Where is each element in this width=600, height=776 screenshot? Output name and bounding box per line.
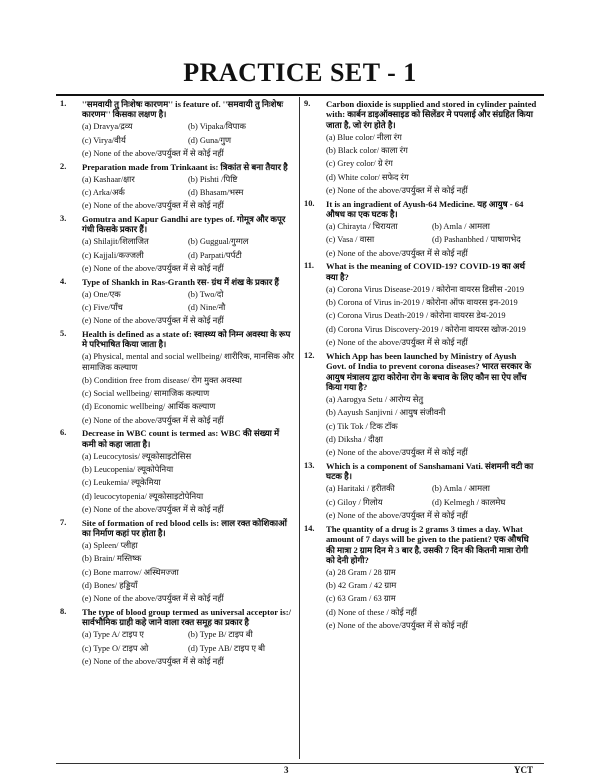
question-number: 13. [304,460,315,470]
answer-option: (d) Guna/गुण [188,135,232,145]
answer-option: (c) Tik Tok / टिक टॉक [326,421,398,431]
question-number: 6. [60,428,67,438]
question-number: 2. [60,161,67,171]
answer-option: (b) 42 Gram / 42 ग्राम [326,581,397,591]
options-row [326,234,538,247]
answer-option: (b) Leucopenia/ ल्यूकोपेनिया [82,465,174,475]
answer-option: (b) Amla / आमला [432,484,490,494]
question-item [304,524,538,633]
options-row [326,496,538,509]
question-item [304,261,538,349]
answer-option: (c) Kajjali/कज्जली [82,250,144,260]
question-item [304,199,538,261]
answer-option: (d) Type AB/ टाइप ए बी [188,643,266,653]
answer-option: (a) Blue color/ नीला रंग [326,132,402,142]
answer-option: (a) Corona Virus Disease-2019 / कोरोना वायरस डिसीस -2019 [326,284,525,294]
options-row [82,173,294,186]
question-number: 9. [304,99,311,108]
answer-option: (e) None of the above/उपर्युक्त में से कोई नहीं [82,415,224,425]
question-text: It is an ingradient of Ayush-64 Medicine. यह आयुष - 64 औषध का एक घटक है। [326,198,524,220]
page-title: PRACTICE SET - 1 [183,58,417,87]
question-item [60,99,294,161]
options-list [326,394,538,460]
options-list [82,173,294,213]
question-number: 4. [60,276,67,286]
answer-option: (b) Type B/ टाइप बी [188,630,253,640]
answer-option: (e) None of the above/उपर्युक्त में से कोई नहीं [82,263,224,273]
left-column [60,99,294,670]
answer-option: (a) Aarogya Setu / आरोग्य सेतु [326,395,424,405]
answer-option: (e) None of the above/उपर्युक्त में से कोई नहीं [326,248,468,258]
answer-option: (e) None of the above/उपर्युक्त में से कोई नहीं [326,185,468,195]
options-row [82,236,294,249]
question-item [60,214,294,276]
options-row [82,249,294,262]
options-row [82,629,294,642]
answer-option: (e) None of the above/उपर्युक्त में से कोई नहीं [82,201,224,211]
question-text: ''समवायी तु निःशेषः कारणम'' is feature of. ''समवायी तु निःशेषः कारणम'' किसका लक्षण है। [82,99,284,120]
question-number: 11. [304,261,315,271]
options-row [82,642,294,655]
question-item [60,329,294,427]
answer-option: (c) Social wellbeing/ सामाजिक कल्याण [82,389,210,399]
options-row [326,221,538,234]
question-item [304,461,538,523]
answer-option: (e) None of the above/उपर्युक्त में से कोई नहीं [326,620,468,630]
answer-option: (b) Guggual/गुग्गल [188,237,249,247]
options-row [82,121,294,134]
answer-option: (c) Leukemia/ ल्यूकेमिया [82,478,161,488]
answer-option: (e) None of the above/उपर्युक्त में से कोई नहीं [82,504,224,514]
question-item [60,428,294,516]
answer-option: (e) None of the above/उपर्युक्त में से कोई नहीं [82,148,224,158]
answer-option: (d) Diksha / दीक्षा [326,434,383,444]
question-text: The type of blood group termed as universal acceptor is:/सार्वभौमिक ग्राही कहे जाने वाला रक्त समूह का प्रकार है [82,606,292,628]
question-number: 12. [304,350,315,360]
answer-option: (c) Type O/ टाइप ओ [82,643,149,653]
answer-option: (d) Economic wellbeing/ आर्थिक कल्याण [82,402,216,412]
question-item [60,607,294,669]
answer-option: (c) Grey color/ ग्रे रंग [326,159,393,169]
answer-option: (a) Chirayta / चिरायता [326,222,398,232]
question-number: 5. [60,328,67,338]
question-item [60,277,294,328]
options-list [82,450,294,516]
question-number: 1. [60,99,67,108]
options-row [82,288,294,301]
answer-option: (e) None of the above/उपर्युक्त में से कोई नहीं [82,594,224,604]
question-text: Carbon dioxide is supplied and stored in cylinder painted with: कार्बन डाइऑक्साइड को सिलेंडर मे पपलाई और संग्रहित किया जाता है, जो रंग होते है। [326,99,537,130]
options-list [82,629,294,669]
question-text: Type of Shankh in Ras-Granth रस- ग्रंथ में शंख के प्रकार हैं [82,276,279,287]
answer-option: (c) Corona Virus Death-2019 / कोरोना वायरस डेथ-2019 [326,311,506,321]
question-text: Which App has been launched by Ministry of Ayush Govt. of India to prevent corona diseases? भारत सरकार के आयुष मंत्रालय द्वारा कोरोना रोग के बचाव के लिए कौन सा ऐप लॉंच किया गया है? [326,350,532,393]
question-number: 8. [60,606,67,616]
question-text: Gomutra and Kapur Gandhi are types of. गोमूत्र और कपूर गंधी किसके प्रकार हैं। [82,213,286,235]
answer-option: (b) Brain/ मस्तिष्क [82,554,142,564]
answer-option: (e) None of the above/उपर्युक्त में से कोई नहीं [326,448,468,458]
answer-option: (e) None of the above/उपर्युक्त में से कोई नहीं [326,337,468,347]
options-list [82,121,294,161]
question-item [60,162,294,213]
answer-option: (c) Five/पाँच [82,302,123,312]
right-column [304,99,538,634]
column-divider [299,97,300,759]
title-underline [56,94,544,96]
answer-option: (a) Type A/ टाइप ए [82,630,144,640]
options-list [82,351,294,428]
answer-option: (a) Physical, mental and social wellbeing/ शारीरिक, मानसिक और सामाजिक कल्याण [82,352,294,372]
answer-option: (a) Spleen/ प्लीहा [82,541,138,551]
answer-option: (d) leucocytopenia/ ल्यूकोसाइटोपेनिया [82,491,204,501]
answer-option: (c) Giloy / गिलोय [326,497,383,507]
question-text: The quantity of a drug is 2 grams 3 times a day. What amount of 7 days will be given to the patient? एक औषधि की मात्रा 2 ग्राम दिन मे 3 बार है, उसकी 7 दिन की कितनी मात्रा रोगी को देनी होगी? [326,523,529,565]
question-item [304,351,538,460]
question-item [304,99,538,198]
question-text: Health is defined as a state of: स्वास्थ्य को निम्न अवस्था के रूप मे परिभाषित किया जाता है। [82,328,291,350]
options-list [326,283,538,349]
options-list [82,236,294,276]
answer-option: (d) Parpati/पर्पटी [188,250,242,260]
answer-option: (c) Arka/अर्क [82,187,125,197]
options-row [82,186,294,199]
answer-option: (b) Corona of Virus in-2019 / कोरोना ऑफ वायरस इन-2019 [326,298,518,308]
answer-option: (b) Condition free from disease/ रोग मुक्त अवस्था [82,375,242,385]
options-row [82,301,294,314]
answer-option: (b) Black color/ काला रंग [326,146,408,156]
footer-rule [56,763,544,764]
options-row [326,483,538,496]
answer-option: (d) Kelmegh / कालमेघ [432,497,506,507]
page-number: 3 [284,765,289,775]
answer-option: (d) Bhasam/भस्म [188,187,244,197]
answer-option: (a) Leucocytosis/ ल्यूकोसाइटोसिस [82,451,192,461]
question-text: Which is a component of Sanshamani Vati. संशमनी वटी का घटक है। [326,460,534,482]
options-list [82,540,294,606]
answer-option: (a) Haritaki / हरीतकी [326,484,395,494]
question-number: 3. [60,213,67,223]
answer-option: (c) 63 Gram / 63 ग्राम [326,594,396,604]
answer-option: (a) Kashaar/क्षार [82,174,135,184]
question-number: 7. [60,517,67,527]
options-list [82,288,294,328]
options-row [82,134,294,147]
answer-option: (b) Aayush Sanjivni / आयुष संजीवनी [326,408,446,418]
question-number: 14. [304,523,315,533]
answer-option: (e) None of the above/उपर्युक्त में से कोई नहीं [326,510,468,520]
answer-option: (b) Pishti /पिष्टि [188,174,238,184]
brand-label: YCT [514,765,534,775]
question-text: Decrease in WBC count is termed as: WBC की संख्या में कमी को कहा जाता है। [82,428,280,449]
options-list [326,483,538,523]
options-list [326,131,538,197]
question-text: Preparation made from Trinkaant is: त्रिकांत से बना तैयार है [82,161,288,172]
answer-option: (a) One/एक [82,289,121,299]
answer-option: (e) None of the above/उपर्युक्त में से कोई नहीं [82,656,224,666]
answer-option: (e) None of the above/उपर्युक्त में से कोई नहीं [82,316,224,326]
answer-option: (a) Dravya/द्रव्य [82,122,133,132]
question-item [60,518,294,606]
answer-option: (d) Corona Virus Discovery-2019 / कोरोना वायरस खोज-2019 [326,324,526,334]
question-text: Site of formation of red blood cells is: लाल रक्त कोशिकाओं का निर्माण कहां पर होता है। [82,517,287,539]
answer-option: (b) Vipaka/विपाक [188,122,246,132]
answer-option: (b) Two/दो [188,289,224,299]
answer-option: (c) Virya/वीर्य [82,135,126,145]
answer-option: (b) Amla / आमला [432,222,490,232]
answer-option: (c) Vasa / वासा [326,235,375,245]
answer-option: (d) White color/ सफेद रंग [326,172,409,182]
answer-option: (d) Bones/ हड्डियाँ [82,580,138,590]
answer-option: (a) Shilajit/शिलाजित [82,237,149,247]
answer-option: (d) Nine/नौ [188,302,226,312]
options-list [326,221,538,261]
question-text: What is the meaning of COVID-19? COVID-19 का अर्थ क्या है? [326,261,525,282]
answer-option: (a) 28 Gram / 28 ग्राम [326,567,396,577]
answer-option: (c) Bone marrow/ अस्थिमज्जा [82,567,179,577]
answer-option: (d) Pashanbhed / पाषाणभेद [432,235,521,245]
answer-option: (d) None of these / कोई नहीं [326,607,417,617]
question-number: 10. [304,198,315,208]
options-list [326,566,538,632]
